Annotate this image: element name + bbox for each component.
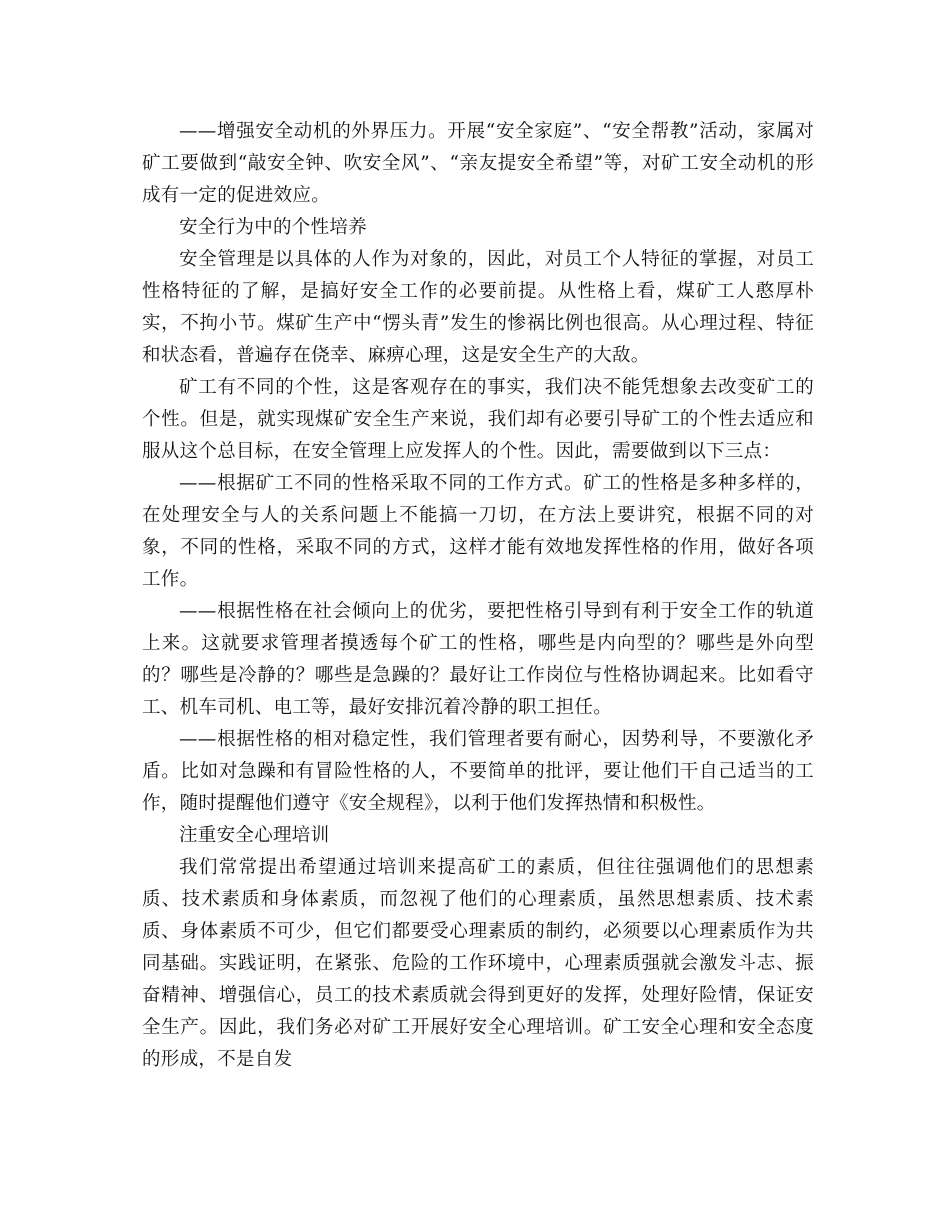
paragraph-safety-management: 安全管理是以具体的人作为对象的，因此，对员工个人特征的掌握，对员工性格特征的了解，是搞好安全工作的必要前提。从性格上看，煤矿工人憨厚朴实，不拘小节。煤矿生产中“愣头青”发生的惨祸比例也很高。从心理过程、特征和状态看，普遍存在侥幸、麻痹心理，这是安全生产的大敌。 <box>142 249 814 366</box>
section-heading-personality: 安全行为中的个性培养 <box>179 217 368 238</box>
paragraph-miner-personality: 矿工有不同的个性，这是客观存在的事实，我们决不能凭想象去改变矿工的个性。但是，就实现煤矿安全生产来说，我们却有必要引导矿工的个性去适应和服从这个总目标，在安全管理上应发挥人的个性。因此，需要做到以下三点： <box>142 377 814 462</box>
paragraph-point-two: ——根据性格在社会倾向上的优劣，要把性格引导到有利于安全工作的轨道上来。这就要求管理者摸透每个矿工的性格，哪些是内向型的？哪些是外向型的？哪些是冷静的？哪些是急躁的？最好让工作岗位与性格协调起来。比如看守工、机车司机、电工等，最好安排沉着冷静的职工担任。 <box>142 601 814 718</box>
paragraph-point-one: ——根据矿工不同的性格采取不同的工作方式。矿工的性格是多种多样的，在处理安全与人的关系问题上不能搞一刀切，在方法上要讲究，根据不同的对象，不同的性格，采取不同的方式，这样才能有效地发挥性格的作用，做好各项工作。 <box>142 473 814 590</box>
document-body <box>142 116 814 1076</box>
paragraph-external-pressure: ——增强安全动机的外界压力。开展“安全家庭”、“安全帮教”活动，家属对矿工要做到“敲安全钟、吹安全风”、“亲友提安全希望”等，对矿工安全动机的形成有一定的促进效应。 <box>142 121 814 206</box>
paragraph-psychological-training: 我们常常提出希望通过培训来提高矿工的素质，但往往强调他们的思想素质、技术素质和身体素质，而忽视了他们的心理素质，虽然思想素质、技术素质、身体素质不可少，但它们都要受心理素质的制约，必须要以心理素质作为共同基础。实践证明，在紧张、危险的工作环境中，心理素质强就会激发斗志、振奋精神、增强信心，员工的技术素质就会得到更好的发挥，处理好险情，保证安全生产。因此，我们务必对矿工开展好安全心理培训。矿工安全心理和安全态度的形成，不是自发 <box>142 857 814 1070</box>
paragraph-point-three: ——根据性格的相对稳定性，我们管理者要有耐心，因势利导，不要激化矛盾。比如对急躁和有冒险性格的人，不要简单的批评，要让他们干自己适当的工作，随时提醒他们遵守《安全规程》，以利于他们发挥热情和积极性。 <box>142 729 814 814</box>
section-heading-training: 注重安全心理培训 <box>179 825 330 846</box>
